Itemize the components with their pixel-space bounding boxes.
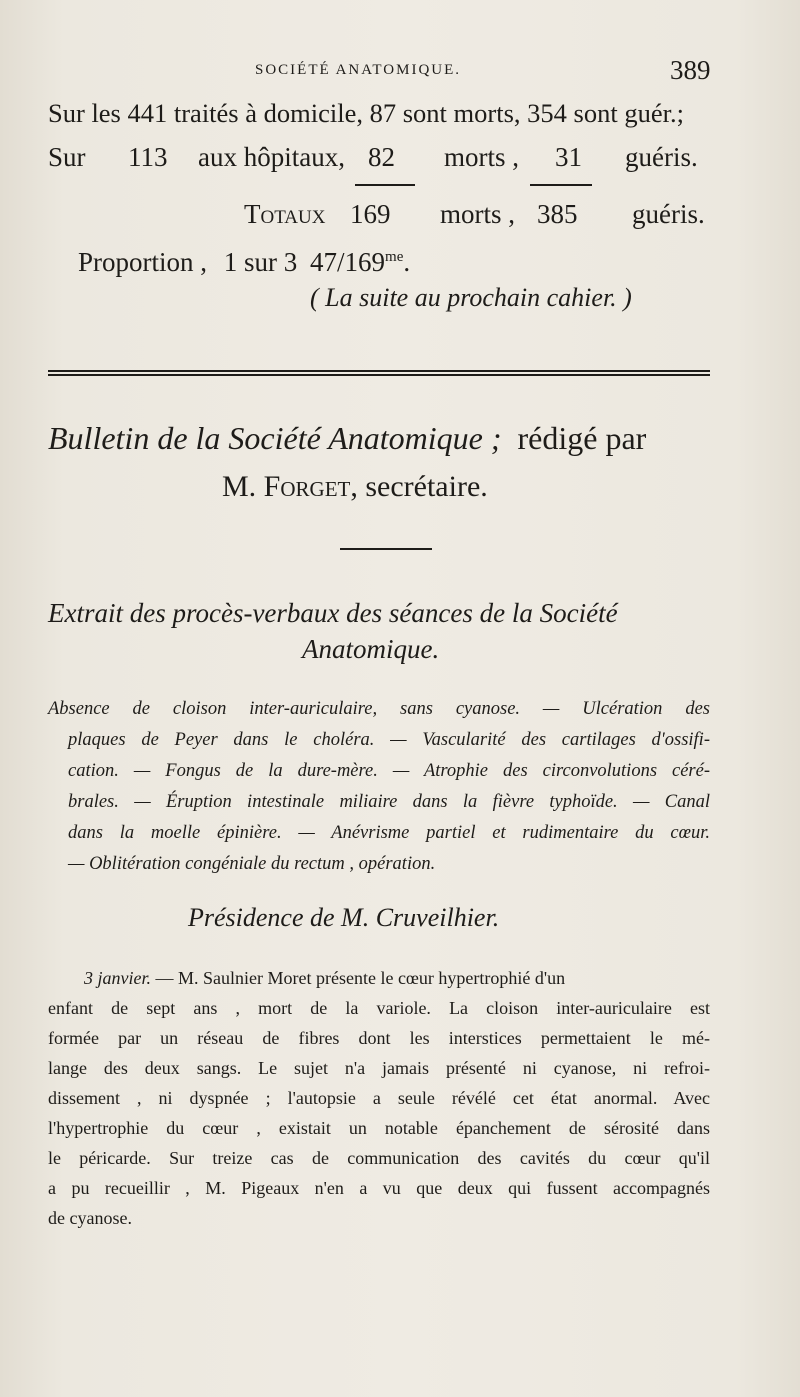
stats-hopitaux-gueris-label: guéris.: [625, 142, 698, 172]
proportion-suffix: me: [385, 249, 404, 265]
body-line: lange des deux sangs. Le sujet n'a jamais présenté ni cyanose, ni refroi-: [48, 1058, 710, 1078]
body-line: formée par un réseau de fibres dont les interstices permettaient le mé-: [48, 1028, 710, 1048]
summary-line: plaques de Peyer dans le choléra. — Vascularité des cartilages d'ossifi-: [68, 730, 710, 750]
bulletin-role: , secrétaire.: [350, 470, 488, 503]
stats-line-domicile: Sur les 441 traités à domicile, 87 sont morts, 354 sont guér.;: [48, 98, 684, 128]
stats-hopitaux-morts-count: 82: [368, 142, 395, 172]
bulletin-author-line: [222, 470, 488, 504]
section-rule-top: [48, 370, 710, 372]
summary-line: cation. — Fongus de la dure-mère. — Atrophie des circonvolutions céré-: [68, 761, 710, 781]
summary-paragraph: [48, 694, 710, 880]
stats-hopitaux-morts-label: morts ,: [444, 142, 520, 172]
body-line: enfant de sept ans , mort de la variole. La cloison inter-auriculaire est: [48, 998, 710, 1018]
totals-morts-count: 169: [350, 199, 391, 229]
stats-hopitaux-count: 113: [128, 142, 168, 172]
body-line: l'hypertrophie du cœur , existait un notable épanchement de sérosité dans: [48, 1118, 710, 1138]
totals-gueris-count: 385: [537, 199, 578, 229]
sum-rule-gueris: [530, 184, 592, 186]
bulletin-author: M. Forget: [222, 470, 351, 503]
extrait-title-line2: Anatomique.: [302, 634, 440, 664]
stats-hopitaux-label: aux hôpitaux,: [198, 142, 345, 172]
proportion-fraction: 47/169: [310, 247, 386, 277]
bulletin-title: [48, 420, 646, 457]
proportion-end: .: [403, 247, 411, 277]
summary-line: Absence de cloison inter-auriculaire, sans cyanose. — Ulcération des: [48, 699, 710, 719]
running-header: SOCIÉTÉ ANATOMIQUE.: [255, 62, 462, 78]
body-paragraph: [48, 963, 710, 1233]
proportion-label: Proportion ,: [78, 247, 208, 277]
bulletin-title-italic: Bulletin de la Société Anatomique ;: [48, 420, 502, 456]
summary-line: brales. — Éruption intestinale miliaire dans la fièvre typhoïde. — Canal: [68, 792, 710, 812]
totals-label: Totaux: [244, 199, 326, 229]
sum-rule-morts: [355, 184, 415, 186]
body-line: le péricarde. Sur treize cas de communication des cavités du cœur qu'il: [48, 1148, 710, 1168]
section-divider: [340, 548, 432, 550]
summary-line: — Oblitération congéniale du rectum , opération.: [68, 854, 436, 874]
stats-hopitaux-gueris-count: 31: [555, 142, 582, 172]
summary-line: dans la moelle épinière. — Anévrisme partiel et rudimentaire du cœur.: [68, 823, 710, 843]
body-first-line: [48, 963, 710, 993]
stats-sur: Sur: [48, 142, 86, 172]
proportion-line: [78, 247, 410, 278]
body-line: de cyanose.: [48, 1208, 132, 1228]
totals-gueris-label: guéris.: [632, 199, 705, 229]
body-line: dissement , ni dyspnée ; l'autopsie a seule révélé cet état anormal. Avec: [48, 1088, 710, 1108]
extrait-title-line1: Extrait des procès-verbaux des séances de la Société: [48, 598, 618, 628]
continued-note: ( La suite au prochain cahier. ): [310, 283, 632, 312]
body-first-line-text: — M. Saulnier Moret présente le cœur hypertrophié d'un: [151, 968, 566, 988]
proportion-value: 1 sur 3: [223, 247, 298, 277]
bulletin-title-rest: rédigé par: [517, 420, 647, 456]
page-number: 389: [670, 55, 711, 85]
totals-morts-label: morts ,: [440, 199, 516, 229]
body-line: a pu recueillir , M. Pigeaux n'en a vu que deux qui fussent accompagnés: [48, 1178, 710, 1198]
presidence-heading: Présidence de M. Cruveilhier.: [188, 903, 500, 932]
entry-date: 3 janvier.: [84, 968, 151, 988]
section-rule-bottom: [48, 374, 710, 376]
